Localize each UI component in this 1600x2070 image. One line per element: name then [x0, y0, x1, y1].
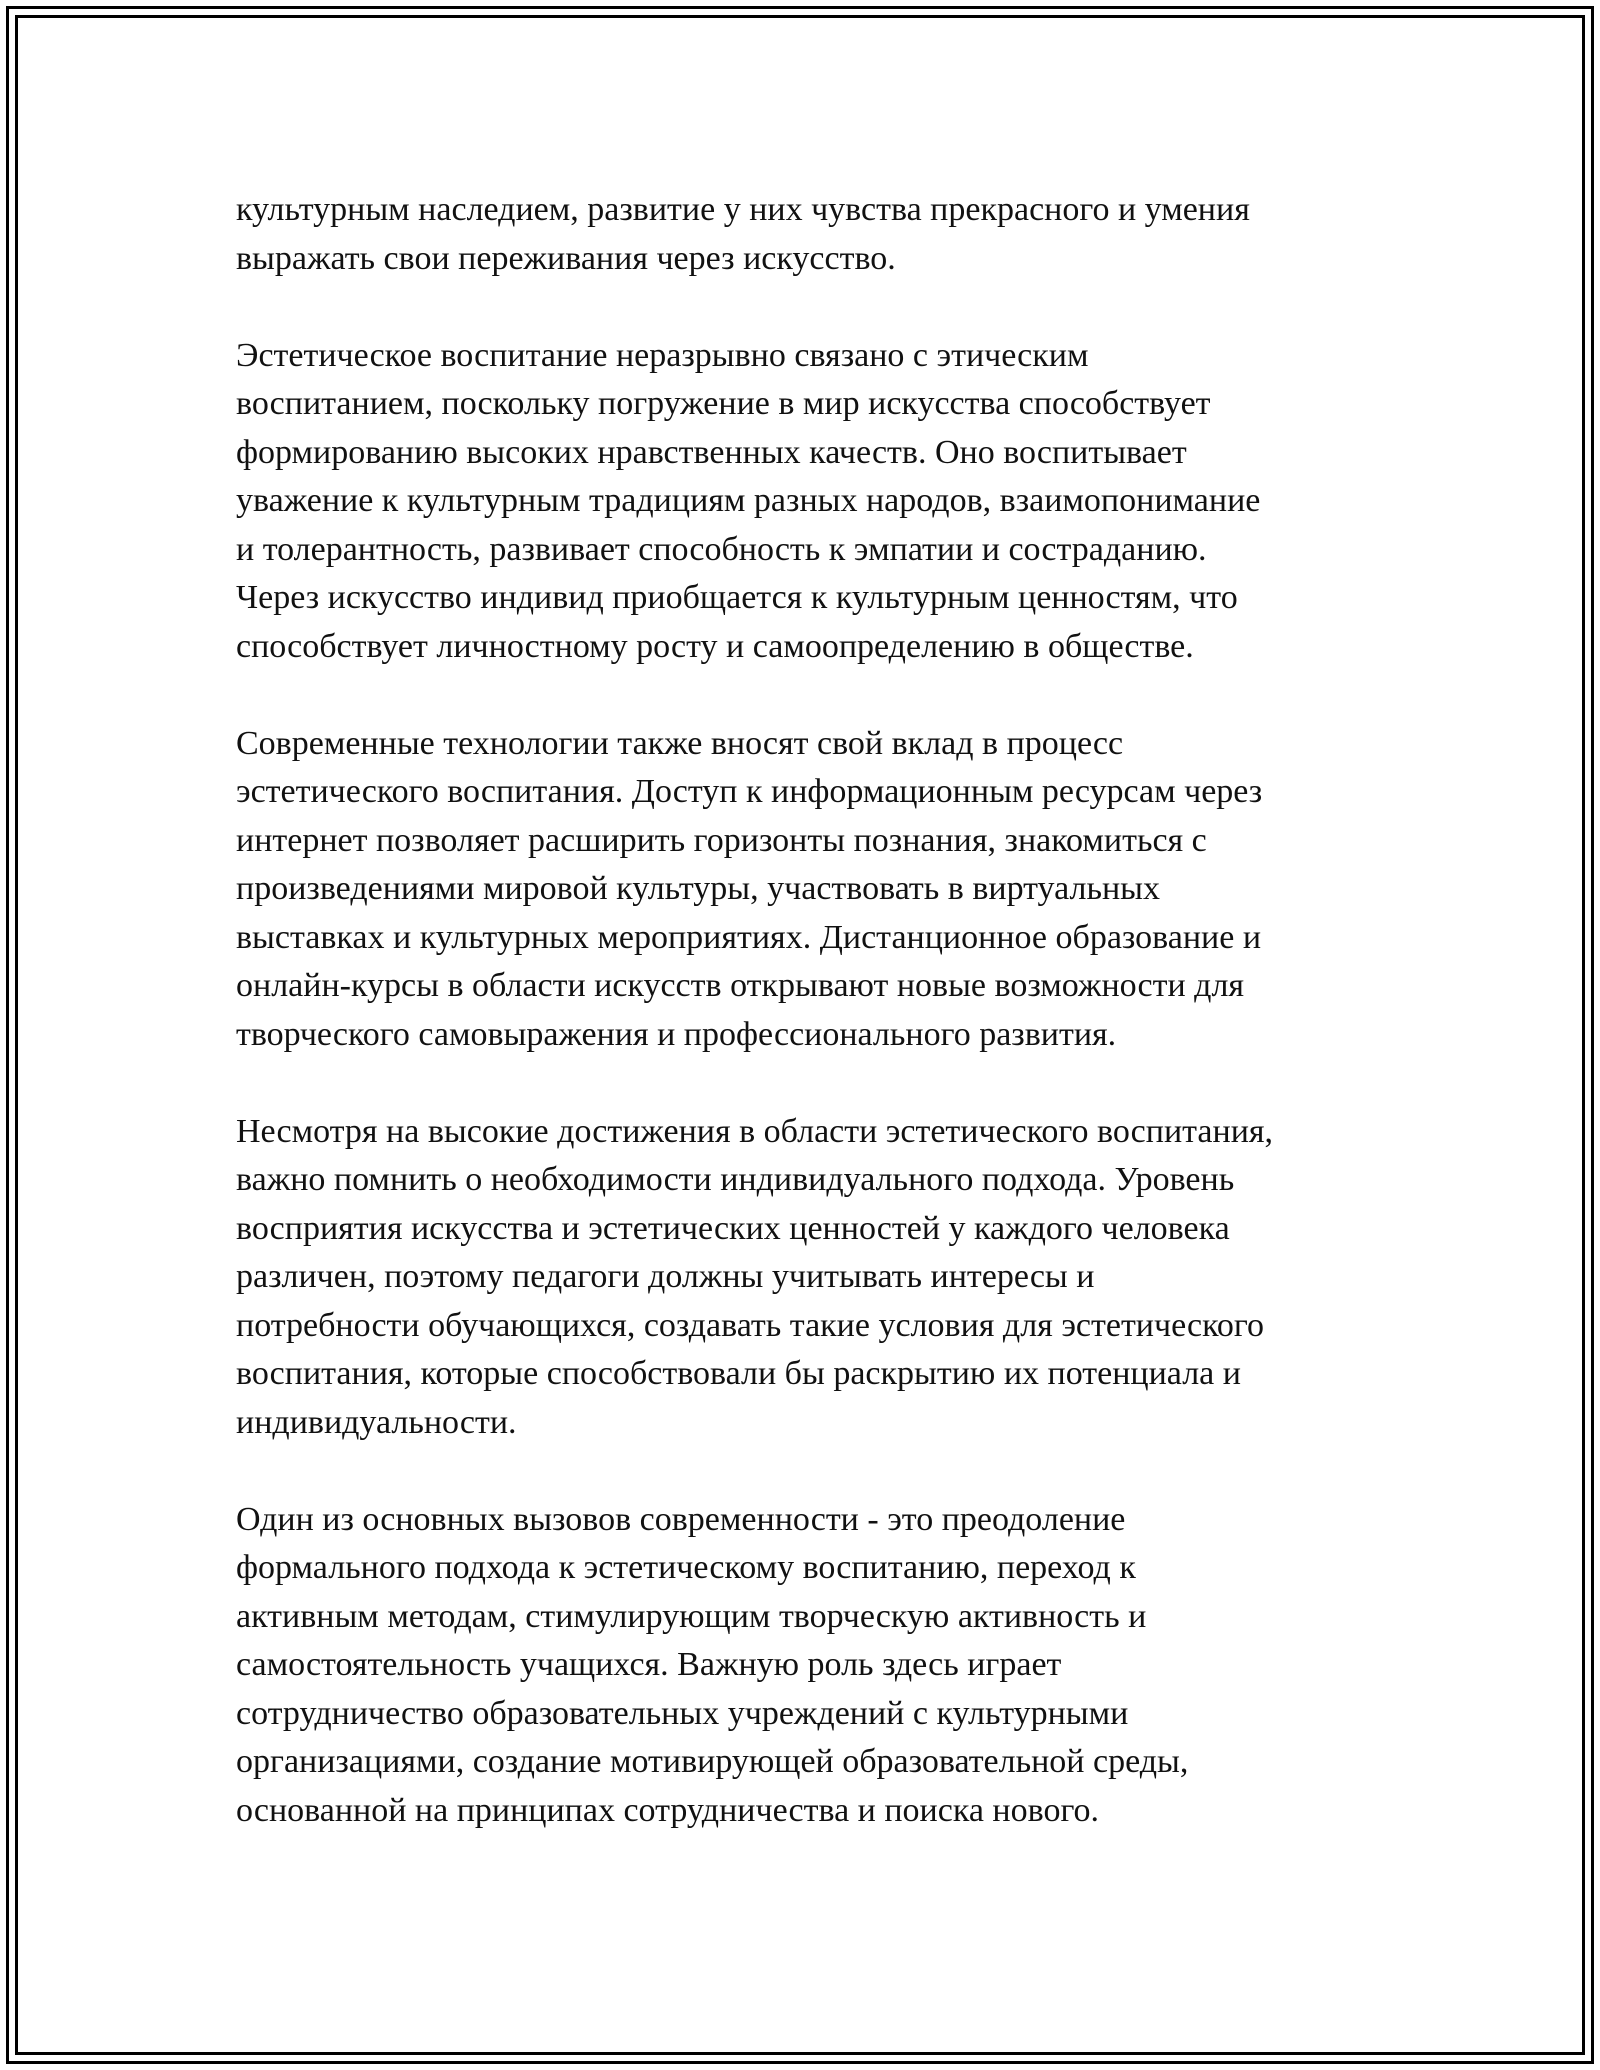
text-line: различен, поэтому педагоги должны учитывать интересы и: [236, 1258, 1095, 1295]
text-line: творческого самовыражения и профессионального развития.: [236, 1015, 1117, 1053]
paragraph: [236, 720, 1386, 1060]
text-line: эстетического воспитания. Доступ к информационным ресурсам через: [236, 773, 1263, 810]
text-line: способствует личностному росту и самоопределению в обществе.: [236, 627, 1194, 665]
text-line: Один из основных вызовов современности - это преодоление: [236, 1500, 1126, 1538]
paragraph: [236, 1108, 1386, 1448]
text-line: Современные технологии также вносят свой вклад в процесс: [236, 724, 1124, 762]
text-line: выражать свои переживания через искусство.: [236, 239, 896, 277]
text-line: Через искусство индивид приобщается к культурным ценностям, что: [236, 579, 1238, 616]
text-line: и толерантность, развивает способность к эмпатии и состраданию.: [236, 530, 1207, 568]
text-line: индивидуальности.: [236, 1403, 517, 1441]
text-line: воспитания, которые способствовали бы раскрытию их потенциала и: [236, 1355, 1241, 1392]
document-body: [236, 186, 1386, 1884]
text-line: культурным наследием, развитие у них чувства прекрасного и умения: [236, 191, 1250, 228]
text-line: важно помнить о необходимости индивидуального подхода. Уровень: [236, 1161, 1235, 1198]
text-line: формального подхода к эстетическому воспитанию, переход к: [236, 1549, 1136, 1586]
text-line: самостоятельность учащихся. Важную роль здесь играет: [236, 1646, 1062, 1683]
text-line: основанной на принципах сотрудничества и поиска нового.: [236, 1791, 1100, 1829]
paragraph: [236, 1496, 1386, 1836]
text-line: Эстетическое воспитание неразрывно связано с этическим: [236, 336, 1089, 374]
text-line: активным методам, стимулирующим творческую активность и: [236, 1597, 1147, 1635]
text-line: Несмотря на высокие достижения в области эстетического воспитания,: [236, 1112, 1274, 1150]
paragraph: [236, 186, 1386, 283]
text-line: выставках и культурных мероприятиях. Дистанционное образование и: [236, 918, 1262, 956]
text-line: онлайн-курсы в области искусств открывают новые возможности для: [236, 967, 1245, 1004]
text-line: потребности обучающихся, создавать такие условия для эстетического: [236, 1306, 1265, 1344]
text-line: формированию высоких нравственных качеств. Оно воспитывает: [236, 433, 1187, 471]
text-line: организациями, создание мотивирующей образовательной среды,: [236, 1743, 1189, 1780]
text-line: сотрудничество образовательных учреждений с культурными: [236, 1694, 1129, 1732]
text-line: воспитанием, поскольку погружение в мир искусства способствует: [236, 385, 1211, 422]
text-line: интернет позволяет расширить горизонты познания, знакомиться с: [236, 821, 1207, 859]
paragraph: [236, 332, 1386, 672]
text-line: восприятия искусства и эстетических ценностей у каждого человека: [236, 1209, 1230, 1247]
text-line: произведениями мировой культуры, участвовать в виртуальных: [236, 870, 1161, 907]
text-line: уважение к культурным традициям разных народов, взаимопонимание: [236, 482, 1261, 519]
